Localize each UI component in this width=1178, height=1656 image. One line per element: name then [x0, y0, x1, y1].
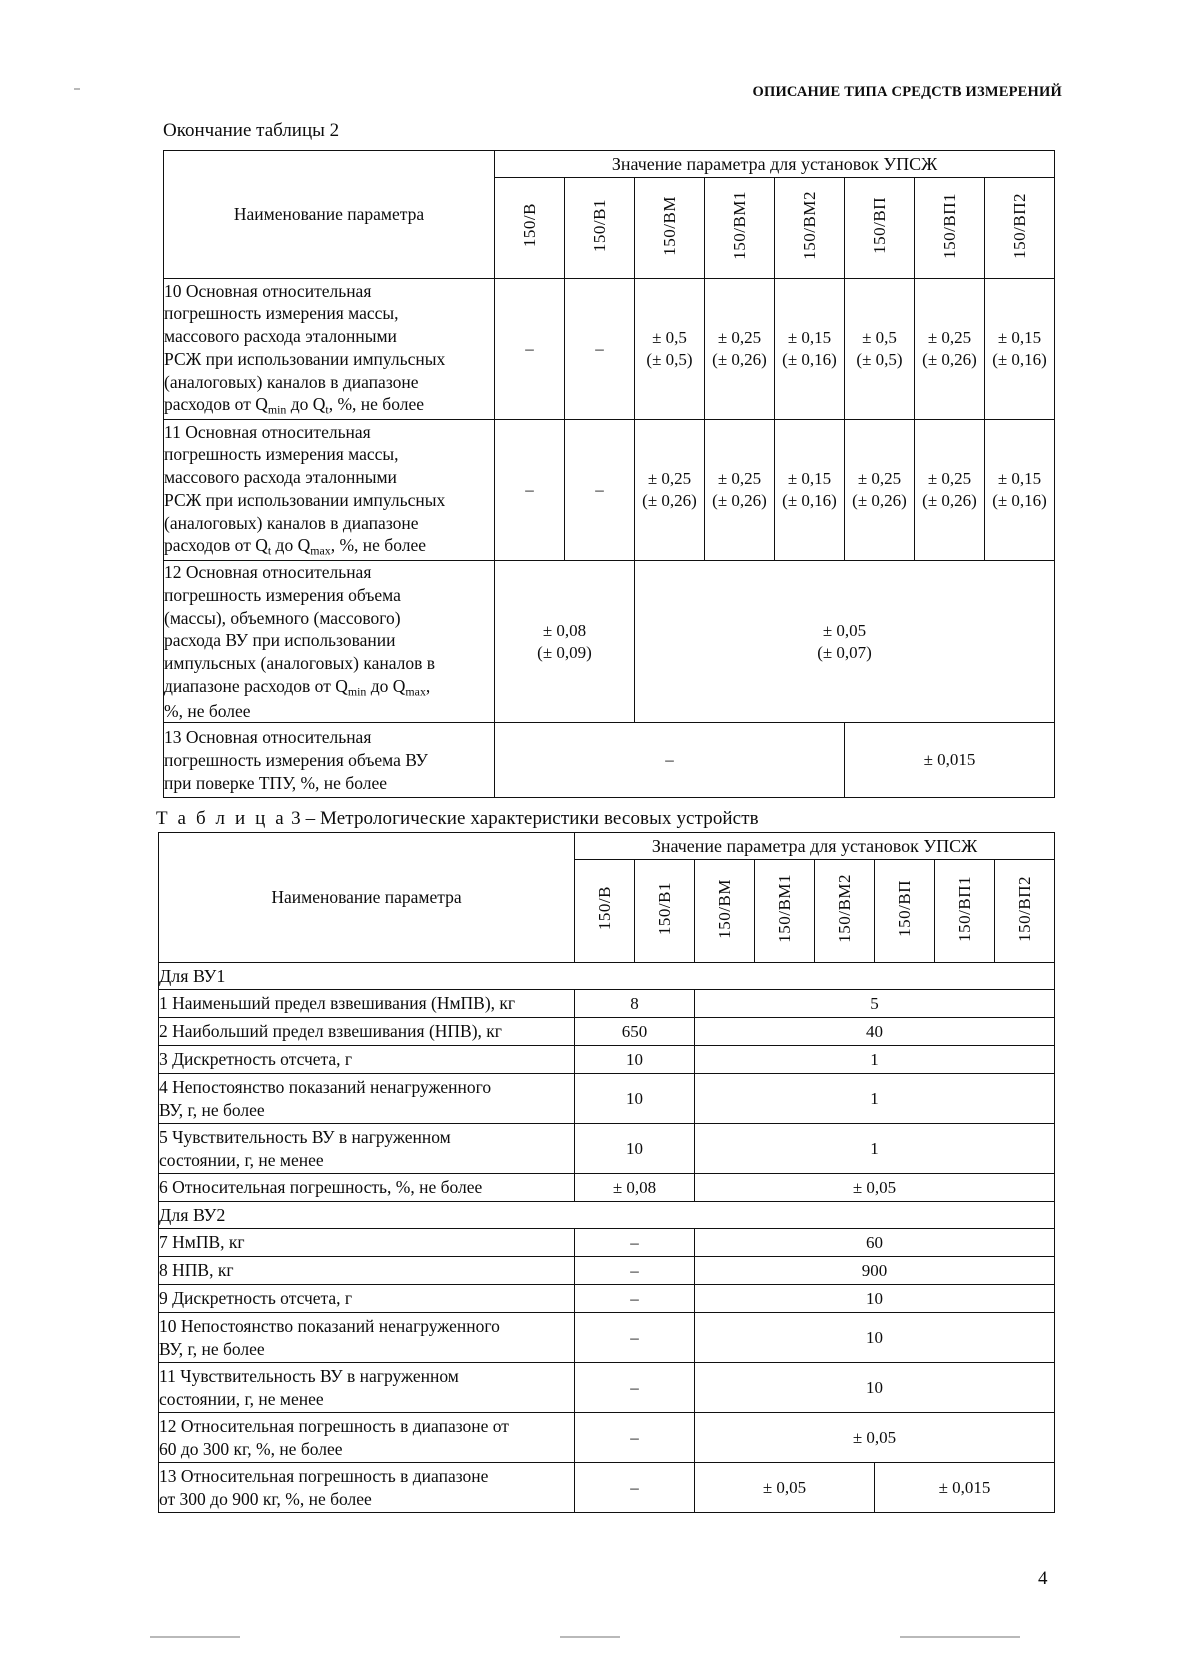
- row-text-line: массового расхода эталонными: [164, 467, 397, 488]
- cell-alt: (± 0,16): [782, 350, 837, 369]
- table-cell: [845, 279, 915, 420]
- table-3: [158, 832, 1055, 1513]
- table-cell: 8: [575, 990, 695, 1018]
- table-row: [159, 1046, 1055, 1074]
- table-cell: ± 0,08: [575, 1174, 695, 1202]
- table3-caption-number: 3: [286, 808, 306, 829]
- cell-alt: (± 0,26): [642, 491, 697, 510]
- table-cell: [635, 279, 705, 420]
- table3-param-header: Наименование параметра: [159, 833, 575, 963]
- table3-row3-name: 3 Дискретность отсчета, г: [159, 1046, 575, 1074]
- table-cell: [775, 279, 845, 420]
- table3-row10-name: [159, 1313, 575, 1363]
- cell-main: ± 0,25: [857, 469, 902, 489]
- cell-main: ± 0,5: [652, 328, 687, 348]
- row-text-line: 4 Непостоянство показаний ненагруженного: [159, 1076, 492, 1097]
- table3-caption: [156, 808, 759, 830]
- scan-edge-mark: [900, 1636, 1020, 1638]
- table-row: [159, 1229, 1055, 1257]
- cell-main: ± 0,25: [717, 328, 762, 348]
- row-text-line: расходов от $Q_t$ до $Q_{max}$, %, не более: [164, 535, 426, 558]
- table-cell: 650: [575, 1018, 695, 1046]
- row-text-line: диапазоне расходов от $Q_{min}$ до $Q_{max}$,: [164, 675, 431, 699]
- table-row: [164, 279, 1055, 420]
- cell-main: ± 0,15: [997, 328, 1042, 348]
- table-row: [159, 1363, 1055, 1413]
- row-text-line: расходов от $Q_{min}$ до $Q_t$, %, не более: [164, 394, 424, 417]
- scan-edge-mark: [560, 1636, 620, 1638]
- table-cell: [985, 279, 1055, 420]
- table-cell: ± 0,015: [875, 1463, 1055, 1513]
- table3-col-150-BM2: 150/ВМ2: [815, 860, 875, 963]
- table2-row13-name: [164, 723, 495, 798]
- scan-edge-mark: [74, 88, 80, 90]
- cell-main: –: [595, 339, 604, 359]
- table3-caption-text: – Метрологические характеристики весовых устройств: [305, 808, 759, 829]
- table-cell: 40: [695, 1018, 1055, 1046]
- table3-row1-name: 1 Наименьший предел взвешивания (НмПВ), кг: [159, 990, 575, 1018]
- table2-col-150-BM1: 150/ВМ1: [705, 178, 775, 279]
- table-cell: –: [575, 1257, 695, 1285]
- row-text-line: (аналоговых) каналов в диапазоне: [164, 371, 419, 392]
- table-cell: [495, 561, 635, 723]
- cell-alt: (± 0,09): [537, 642, 592, 662]
- table2-row12-name: [164, 561, 495, 723]
- table-cell: [705, 279, 775, 420]
- table-cell: [565, 279, 635, 420]
- table-row: [159, 1313, 1055, 1363]
- table-cell: ± 0,05: [695, 1174, 1055, 1202]
- table-cell: –: [575, 1313, 695, 1363]
- table3-col-150-BM: 150/ВМ: [695, 860, 755, 963]
- table3-col-150-BP1: 150/ВП1: [935, 860, 995, 963]
- cell-main: ± 0,15: [787, 469, 832, 489]
- row-text-line: 60 до 300 кг, %, не более: [159, 1438, 343, 1459]
- table-cell: [845, 420, 915, 561]
- table-cell: 10: [695, 1363, 1055, 1413]
- cell-main: ± 0,25: [717, 469, 762, 489]
- table3-caption-prefix: Т а б л и ц а: [156, 808, 287, 829]
- row-text-line: при поверке ТПУ, %, не более: [164, 772, 387, 793]
- row-text-line: от 300 до 900 кг, %, не более: [159, 1488, 372, 1509]
- cell-alt: (± 0,26): [852, 491, 907, 510]
- row-text-line: состоянии, г, не менее: [159, 1149, 324, 1170]
- row-text-line: (аналоговых) каналов в диапазоне: [164, 512, 419, 533]
- table-cell: –: [575, 1229, 695, 1257]
- table-cell: [915, 420, 985, 561]
- table-cell: [635, 561, 1055, 723]
- row-text-line: погрешность измерения массы,: [164, 303, 399, 324]
- table3-row4-name: [159, 1074, 575, 1124]
- cell-alt: (± 0,16): [782, 491, 837, 510]
- table2-col-150-B1: 150/В1: [565, 178, 635, 279]
- row-text-line: 13 Основная относительная: [164, 727, 372, 748]
- table-cell: 60: [695, 1229, 1055, 1257]
- table-cell: 10: [575, 1074, 695, 1124]
- table-cell: [915, 279, 985, 420]
- table-row: [159, 1413, 1055, 1463]
- table3-col-150-BP2: 150/ВП2: [995, 860, 1055, 963]
- cell-main: –: [525, 339, 534, 359]
- table-cell: –: [575, 1363, 695, 1413]
- table2-col-150-BM2: 150/ВМ2: [775, 178, 845, 279]
- table3-row5-name: [159, 1124, 575, 1174]
- table-cell: 900: [695, 1257, 1055, 1285]
- table-row: [159, 1257, 1055, 1285]
- table3-col-150-BM1: 150/ВМ1: [755, 860, 815, 963]
- row-text-line: 10 Основная относительная: [164, 280, 372, 301]
- row-text-line: РСЖ при использовании импульсных: [164, 348, 446, 369]
- cell-main: ± 0,05: [822, 620, 867, 640]
- table3-row11-name: [159, 1363, 575, 1413]
- row-text-line: 5 Чувствительность ВУ в нагруженном: [159, 1126, 451, 1147]
- table-cell: 10: [695, 1285, 1055, 1313]
- table-cell: 1: [695, 1074, 1055, 1124]
- table-cell: [565, 420, 635, 561]
- table-cell: ± 0,015: [845, 723, 1055, 798]
- cell-alt: (± 0,16): [992, 491, 1047, 510]
- table-cell: [775, 420, 845, 561]
- table3-row13-name: [159, 1463, 575, 1513]
- table-row: [159, 1463, 1055, 1513]
- scan-edge-mark: [150, 1636, 240, 1638]
- table3-row7-name: 7 НмПВ, кг: [159, 1229, 575, 1257]
- table-row: [159, 990, 1055, 1018]
- cell-alt: (± 0,5): [646, 350, 693, 369]
- table-cell: 5: [695, 990, 1055, 1018]
- table-cell: 10: [575, 1124, 695, 1174]
- table-row: [159, 1124, 1055, 1174]
- cell-alt: (± 0,16): [992, 350, 1047, 369]
- table-cell: 10: [695, 1313, 1055, 1363]
- table2-param-header: Наименование параметра: [164, 151, 495, 279]
- table-cell: ± 0,05: [695, 1413, 1055, 1463]
- table3-row8-name: 8 НПВ, кг: [159, 1257, 575, 1285]
- row-text-line: расхода ВУ при использовании: [164, 630, 396, 651]
- cell-main: ± 0,5: [862, 328, 897, 348]
- row-text-line: РСЖ при использовании импульсных: [164, 489, 446, 510]
- row-text-line: погрешность измерения массы,: [164, 444, 399, 465]
- row-text-line: 12 Относительная погрешность в диапазоне от: [159, 1415, 509, 1436]
- table2-col-150-BP: 150/ВП: [845, 178, 915, 279]
- table2-row11-name: [164, 420, 495, 561]
- row-text-line: 13 Относительная погрешность в диапазоне: [159, 1465, 489, 1486]
- cell-alt: (± 0,26): [922, 350, 977, 369]
- table-cell: [635, 420, 705, 561]
- cell-main: ± 0,25: [927, 328, 972, 348]
- table2-col-150-B: 150/В: [495, 178, 565, 279]
- table3-row6-name: 6 Относительная погрешность, %, не более: [159, 1174, 575, 1202]
- table-row: [164, 723, 1055, 798]
- table-row: [164, 420, 1055, 561]
- row-text-line: массового расхода эталонными: [164, 326, 397, 347]
- table-cell: [705, 420, 775, 561]
- table-cell: –: [575, 1463, 695, 1513]
- table-cell: ± 0,05: [695, 1463, 875, 1513]
- table-row-group-header: [159, 963, 1055, 990]
- row-text-line: погрешность измерения объема: [164, 584, 401, 605]
- page-number: 4: [1038, 1568, 1048, 1589]
- table-row: [159, 1018, 1055, 1046]
- row-text-line: ВУ, г, не более: [159, 1099, 265, 1120]
- row-text-line: 12 Основная относительная: [164, 562, 372, 582]
- cell-main: ± 0,25: [647, 469, 692, 489]
- cell-alt: (± 0,07): [817, 642, 872, 662]
- row-text-line: импульсных (аналоговых) каналов в: [164, 653, 436, 673]
- table3-col-150-B1: 150/В1: [635, 860, 695, 963]
- row-text-line: 10 Непостоянство показаний ненагруженного: [159, 1315, 500, 1336]
- table-cell: 10: [575, 1046, 695, 1074]
- cell-alt: (± 0,5): [856, 350, 903, 369]
- table3-col-150-B: 150/В: [575, 860, 635, 963]
- table-cell: [985, 420, 1055, 561]
- row-text-line: (массы), объемного (массового): [164, 607, 401, 628]
- table2-row10-name: [164, 279, 495, 420]
- row-text-line: погрешность измерения объема ВУ: [164, 749, 428, 770]
- cell-alt: (± 0,26): [712, 350, 767, 369]
- table-row: [159, 1074, 1055, 1124]
- cell-main: ± 0,15: [787, 328, 832, 348]
- table-cell: –: [575, 1285, 695, 1313]
- table-row-group-header: [159, 1202, 1055, 1229]
- table2-header-row-1: [164, 151, 1055, 178]
- cell-main: ± 0,08: [542, 620, 587, 640]
- table-row: [164, 561, 1055, 723]
- cell-alt: (± 0,26): [922, 491, 977, 510]
- table-row: [159, 1285, 1055, 1313]
- table2-col-150-BP1: 150/ВП1: [915, 178, 985, 279]
- table3-row2-name: 2 Наибольший предел взвешивания (НПВ), кг: [159, 1018, 575, 1046]
- table-2: [163, 150, 1055, 798]
- cell-main: ± 0,15: [997, 469, 1042, 489]
- table3-row12-name: [159, 1413, 575, 1463]
- cell-main: –: [525, 480, 534, 500]
- table2-col-150-BP2: 150/ВП2: [985, 178, 1055, 279]
- table-cell: [495, 279, 565, 420]
- running-header: ОПИСАНИЕ ТИПА СРЕДСТВ ИЗМЕРЕНИЙ: [752, 84, 1062, 100]
- table3-header-row-1: [159, 833, 1055, 860]
- row-text-line: состоянии, г, не менее: [159, 1388, 324, 1409]
- table-cell: –: [575, 1413, 695, 1463]
- table-cell: [495, 420, 565, 561]
- table-cell: 1: [695, 1124, 1055, 1174]
- table2-col-150-BM: 150/ВМ: [635, 178, 705, 279]
- cell-main: –: [595, 480, 604, 500]
- row-text-line: ВУ, г, не более: [159, 1338, 265, 1359]
- table3-col-150-BP: 150/ВП: [875, 860, 935, 963]
- table2-caption: Окончание таблицы 2: [163, 120, 340, 141]
- table-cell: 1: [695, 1046, 1055, 1074]
- table-row: [159, 1174, 1055, 1202]
- table3-group1-label: Для ВУ1: [159, 963, 1055, 990]
- cell-main: ± 0,25: [927, 469, 972, 489]
- table3-row9-name: 9 Дискретность отсчета, г: [159, 1285, 575, 1313]
- row-text-line: %, не более: [164, 700, 251, 721]
- row-text-line: 11 Основная относительная: [164, 421, 371, 442]
- row-text-line: 11 Чувствительность ВУ в нагруженном: [159, 1365, 459, 1386]
- table3-group2-label: Для ВУ2: [159, 1202, 1055, 1229]
- cell-alt: (± 0,26): [712, 491, 767, 510]
- table-cell: –: [495, 723, 845, 798]
- table3-group-header: Значение параметра для установок УПСЖ: [575, 833, 1055, 860]
- table2-group-header: Значение параметра для установок УПСЖ: [495, 151, 1055, 178]
